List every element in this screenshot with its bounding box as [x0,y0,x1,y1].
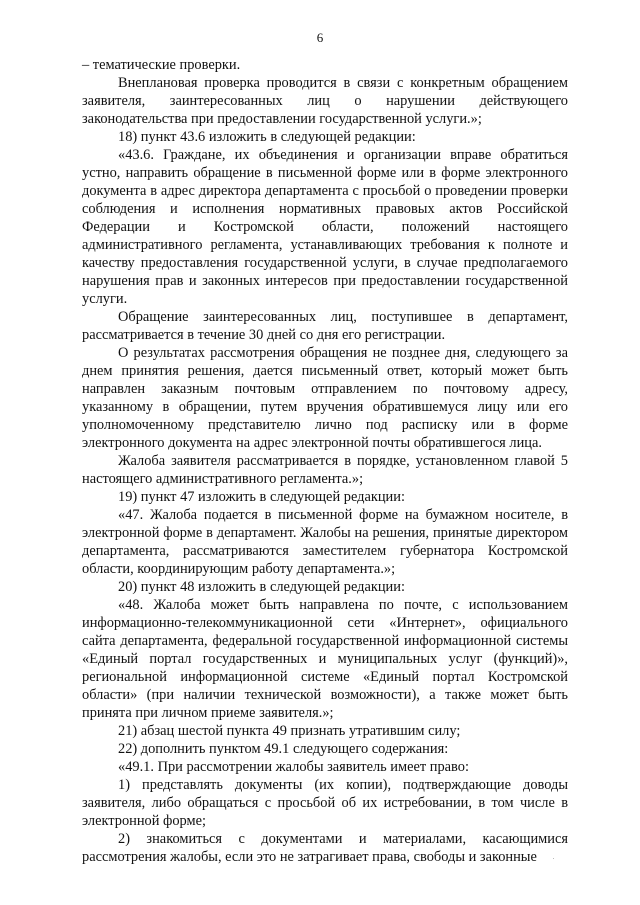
paragraph: О результатах рассмотрения обращения не позднее дня, следующего за днем принятия решения, дается письменный ответ, который может быть направлен заказным почтовым отправлением по почтовому адресу, указанному в обращении, путем вручения обратившемуся лицу или его уполномоченному представителю лично под расписку или в форме электронного документа на адрес электронной почты обратившегося лица. [82,345,568,451]
paragraph: – тематические проверки. [82,57,241,73]
paragraph: «48. Жалоба может быть направлена по почте, с использованием информационно-телекоммуникационной сети «Интернет», официального сайта департамента, федеральной государственной информационной системы «Единый портал государственных и муниципальных услуг (функций)», региональной информационной системе «Единый портал Костромской области» (при наличии технической возможности), а также может быть принята при личном приеме заявителя.»; [82,597,568,721]
document-body [82,56,568,866]
paragraph: Жалоба заявителя рассматривается в порядке, установленном главой 5 настоящего административного регламента.»; [82,453,568,487]
page-number: 6 [316,30,324,45]
paragraph: «43.6. Граждане, их объединения и организации вправе обратиться устно, направить обращение в письменной форме или в форме электронного документа в адрес директора департамента с просьбой о проведении проверки соблюдения и исполнения нормативных правовых актов Российской Федерации и Костромской области, положений настоящего административного регламента, устанавливающих требования к полноте и качеству предоставления государственной услуги, в случае предполагаемого нарушения прав и законных интересов при предоставлении государственной услуги. [82,147,568,307]
paragraph: 1) представлять документы (их копии), подтверждающие доводы заявителя, либо обращаться с просьбой об их истребовании, в том числе в электронной форме; [82,777,568,829]
scan-speck [553,858,554,859]
paragraph: 19) пункт 47 изложить в следующей редакции: [118,489,405,505]
paragraph: 20) пункт 48 изложить в следующей редакции: [118,579,405,595]
paragraph: 21) абзац шестой пункта 49 признать утратившим силу; [118,723,461,739]
paragraph: 2) знакомиться с документами и материалами, касающимися рассмотрения жалобы, если это не затрагивает права, свободы и законные [82,831,568,865]
paragraph: Обращение заинтересованных лиц, поступившее в департамент, рассматривается в течение 30 дней со дня его регистрации. [82,309,568,343]
paragraph: 22) дополнить пунктом 49.1 следующего содержания: [118,741,449,757]
paragraph: «49.1. При рассмотрении жалобы заявитель имеет право: [118,759,469,775]
paragraph: Внеплановая проверка проводится в связи с конкретным обращением заявителя, заинтересованных лиц о нарушении действующего законодательства при предоставлении государственной услуги.»; [82,75,568,127]
paragraph: 18) пункт 43.6 изложить в следующей редакции: [118,129,416,145]
paragraph: «47. Жалоба подается в письменной форме на бумажном носителе, в электронной форме в департамент. Жалобы на решения, принятые директором департамента, рассматриваются заместителем губернатора Костромской области, координирующим работу департамента.»; [82,507,568,577]
